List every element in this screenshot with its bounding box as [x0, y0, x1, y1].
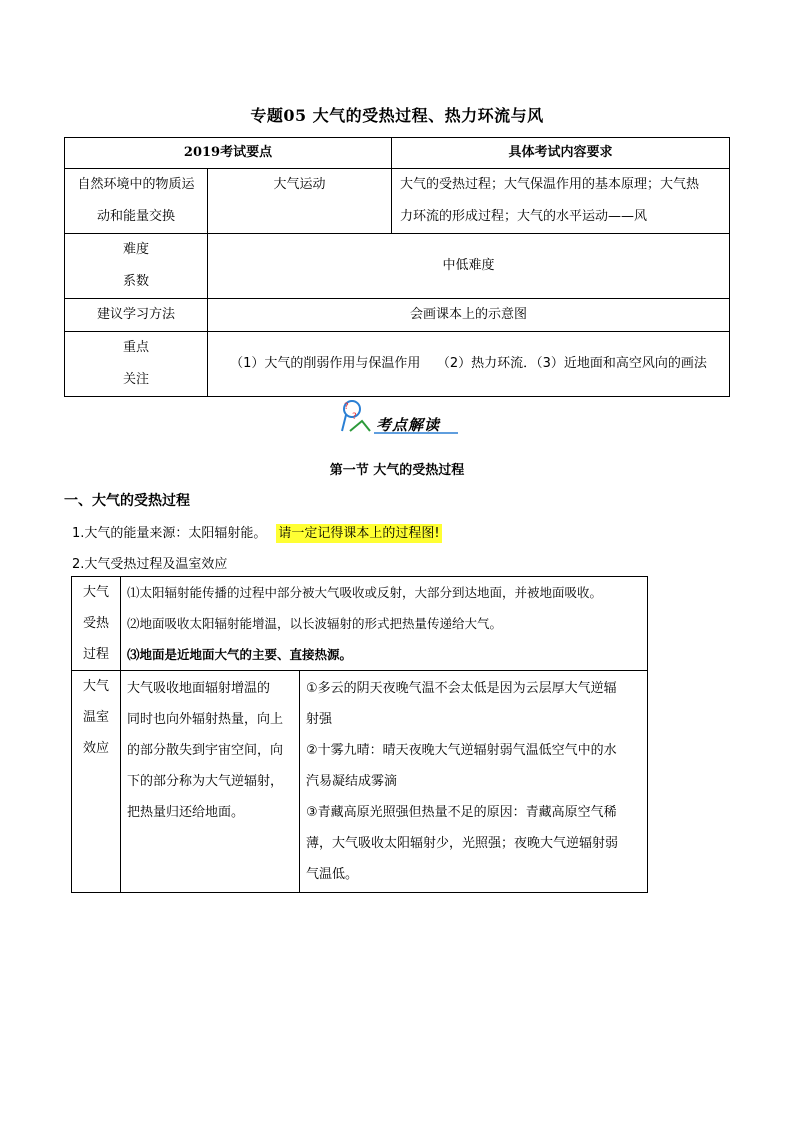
table-cell: 自然环境中的物质运 动和能量交换: [65, 169, 208, 234]
table-cell: 大气运动: [208, 169, 392, 234]
paragraph-process: 2.大气受热过程及温室效应: [72, 557, 228, 572]
table-cell: 中低难度: [208, 234, 730, 299]
table-cell: ⑴太阳辐射能传播的过程中部分被大气吸收或反射，大部分到达地面，并被地面吸收。 ⑵地面吸收太阳辐射能增温，以长波辐射的形式把热量传递给大气。 ⑶地面是近地面大气的主要、直接热源。: [121, 577, 648, 671]
heading-1: 一、大气的受热过程: [64, 493, 190, 509]
paragraph-energy-source: 1.大气的能量来源：太阳辐射能。 请一定记得课本上的过程图!: [72, 526, 440, 541]
table-header-content: 具体考试内容要求: [392, 138, 730, 169]
table-cell: 会画课本上的示意图: [208, 299, 730, 332]
section-title: 第一节 大气的受热过程: [329, 463, 465, 478]
heating-process-table: [71, 576, 648, 893]
logo-text: 考点解读: [376, 416, 441, 434]
table-cell: ①多云的阴天夜晚气温不会太低是因为云层厚大气逆辐 射强 ②十雾九晴：晴天夜晚大气逆辐射弱气温低空气中的水 汽易凝结成雾滴 ③青藏高原光照强但热量不足的原因：青藏高原空气稀 薄，大气吸收太阳辐射少，光照强；夜晚大气逆辐射弱 气温低。: [300, 671, 648, 893]
row-label: 大气 温室 效应: [72, 671, 121, 893]
highlight-note: 请一定记得课本上的过程图!: [278, 526, 440, 541]
table-cell: 难度 系数: [65, 234, 208, 299]
page-title: 专题05 大气的受热过程、热力环流与风: [250, 106, 544, 125]
exam-requirements-table: [64, 137, 730, 397]
svg-text:?: ?: [344, 402, 349, 412]
table-header-points: 2019考试要点: [65, 138, 392, 169]
table-cell: （1）大气的削弱作用与保温作用 （2）热力环流．（3）近地面和高空风向的画法: [208, 332, 730, 397]
table-cell: 建议学习方法: [65, 299, 208, 332]
table-cell: 大气吸收地面辐射增温的 同时也向外辐射热量，向上 的部分散失到宇宙空间，向 下的部分称为大气逆辐射， 把热量归还给地面。: [121, 671, 300, 893]
row-label: 大气 受热 过程: [72, 577, 121, 671]
table-cell: 重点 关注: [65, 332, 208, 397]
table-cell: 大气的受热过程；大气保温作用的基本原理；大气热 力环流的形成过程；大气的水平运动——风: [392, 169, 730, 234]
svg-text:?: ?: [352, 412, 357, 422]
